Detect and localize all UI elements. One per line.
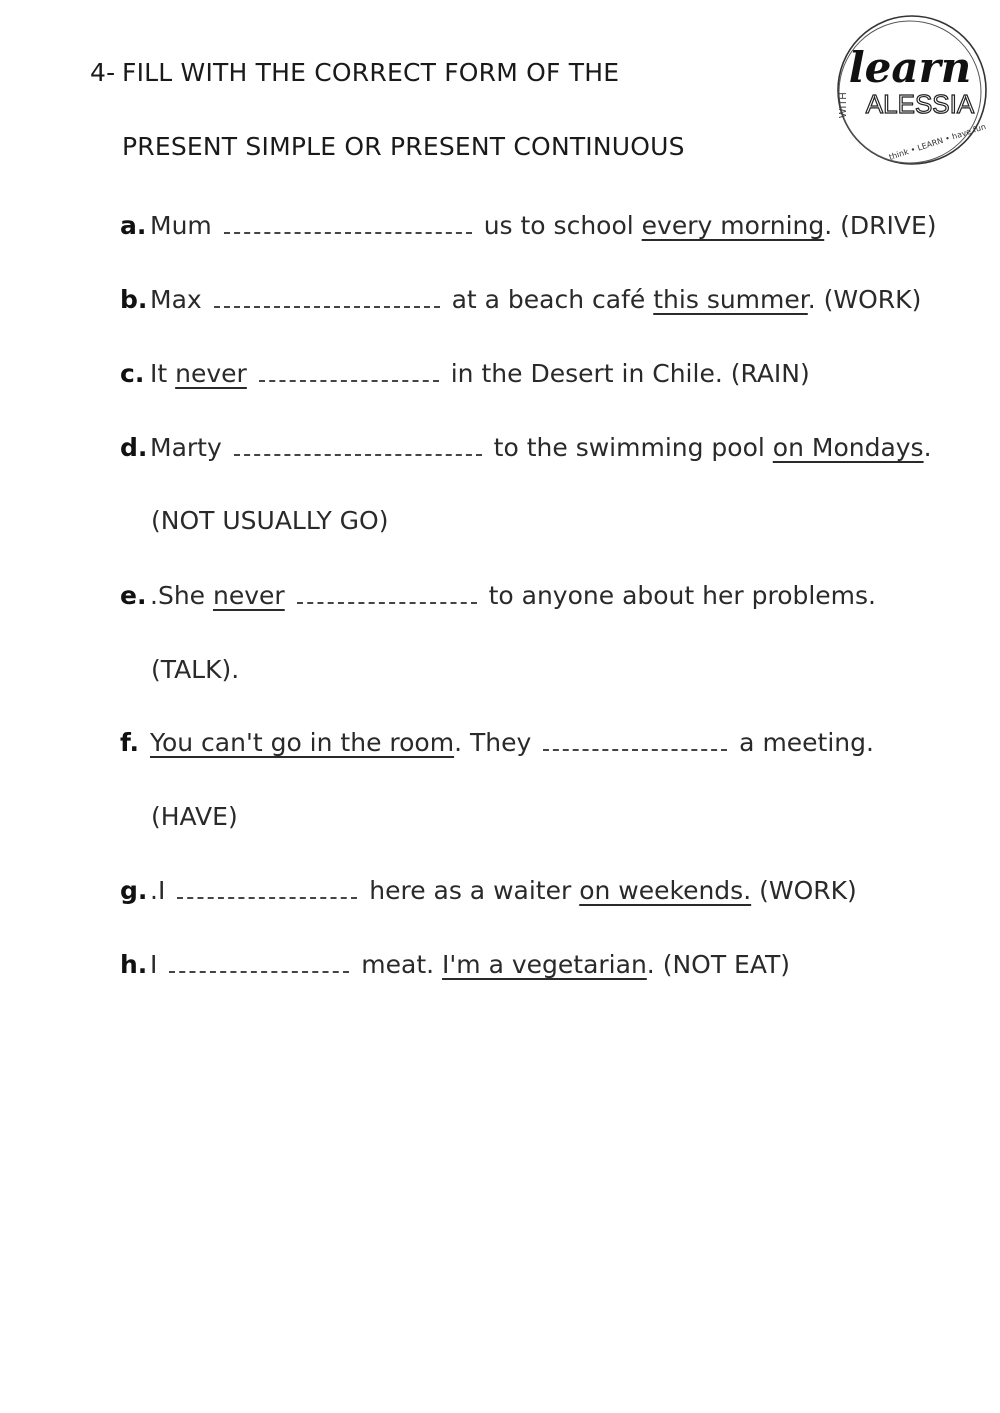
item-f (120, 723, 874, 763)
answer-blank-h[interactable] (169, 959, 349, 973)
logo-word-alessia: ALESSIA (865, 89, 975, 119)
item-text: . They (454, 728, 532, 757)
answer-blank-d[interactable] (234, 442, 482, 456)
answer-blank-c[interactable] (259, 368, 439, 382)
underlined-phrase: I'm a vegetarian (442, 950, 647, 979)
item-text: at a beach café (451, 285, 646, 314)
item-text: in the Desert in Chile. (RAIN) (450, 359, 810, 388)
heading-line-2: PRESENT SIMPLE OR PRESENT CONTINUOUS (122, 132, 685, 161)
underlined-phrase: never (175, 359, 247, 388)
item-text: Max (150, 285, 202, 314)
item-letter: c. (120, 359, 145, 388)
item-text: It (150, 359, 168, 388)
learn-with-alessia-logo (830, 10, 990, 170)
item-text: to anyone about her problems. (488, 581, 877, 610)
item-text: to the swimming pool (493, 433, 765, 462)
item-text: I (150, 950, 158, 979)
item-text: a meeting. (739, 728, 874, 757)
underlined-phrase: never (213, 581, 285, 610)
item-text: Marty (150, 433, 222, 462)
item-e-verb: (TALK). (151, 655, 240, 684)
item-text: here as a waiter (369, 876, 572, 905)
item-letter: d. (120, 433, 148, 462)
item-text: Mum (150, 211, 212, 240)
item-text: .I (150, 876, 166, 905)
item-text: us to school (483, 211, 634, 240)
item-letter: a. (120, 211, 147, 240)
item-verb: . (DRIVE) (824, 211, 937, 240)
item-a (120, 206, 937, 246)
item-letter: b. (120, 285, 148, 314)
exercise-heading (90, 58, 685, 161)
item-verb: . (WORK) (807, 285, 922, 314)
item-d (120, 428, 932, 468)
item-text: meat. (361, 950, 435, 979)
item-b (120, 280, 921, 320)
underlined-phrase: every morning (641, 211, 825, 240)
item-letter: h. (120, 950, 148, 979)
answer-blank-a[interactable] (224, 220, 472, 234)
item-g (120, 871, 857, 911)
answer-blank-f[interactable] (543, 737, 727, 751)
item-letter: e. (120, 581, 147, 610)
item-c (120, 354, 810, 394)
logo-word-learn: learn (848, 43, 972, 92)
answer-blank-g[interactable] (177, 885, 357, 899)
item-h (120, 945, 790, 985)
logo-word-with: WITH (838, 92, 849, 118)
item-letter: g. (120, 876, 148, 905)
exercise-number: 4- (90, 58, 116, 87)
item-f-verb: (HAVE) (151, 802, 238, 831)
item-text: .She (150, 581, 206, 610)
logo-tagline: think • LEARN • have fun (887, 122, 988, 162)
item-text: . (923, 433, 932, 462)
item-d-verb: (NOT USUALLY GO) (151, 506, 389, 535)
heading-line-1: FILL WITH THE CORRECT FORM OF THE (122, 58, 620, 87)
underlined-phrase: on Mondays (772, 433, 924, 462)
underlined-phrase: this summer (653, 285, 808, 314)
underlined-phrase: You can't go in the room (150, 728, 455, 757)
item-verb: (WORK) (751, 876, 857, 905)
item-e (120, 576, 876, 616)
item-letter: f. (120, 728, 140, 757)
answer-blank-b[interactable] (214, 294, 440, 308)
item-verb: . (NOT EAT) (646, 950, 791, 979)
underlined-phrase: on weekends. (579, 876, 752, 905)
answer-blank-e[interactable] (297, 590, 477, 604)
